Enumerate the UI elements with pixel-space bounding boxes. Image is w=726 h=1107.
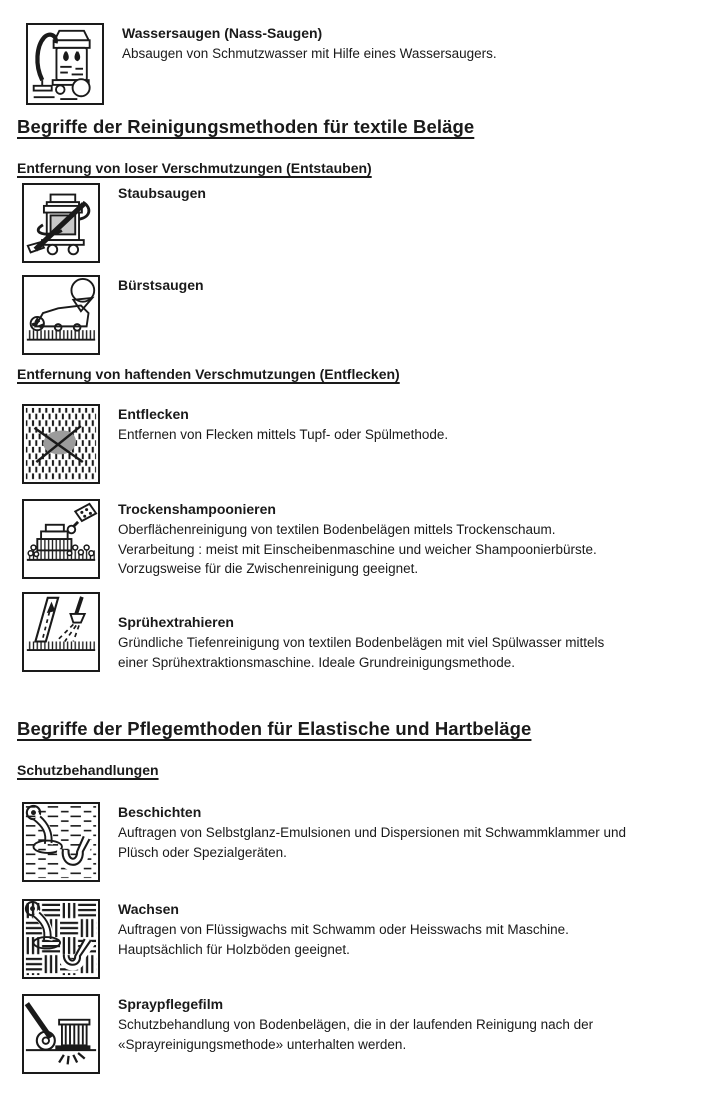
method-title: Entflecken: [118, 406, 189, 422]
subsection-heading-entstauben: Entfernung von loser Verschmutzungen (Entstauben): [17, 160, 372, 176]
method-title: Beschichten: [118, 804, 202, 820]
method-description: Auftragen von Flüssigwachs mit Schwamm oder Heisswachs mit Maschine. Hauptsächlich für Holzböden geeignet.: [118, 922, 569, 957]
subsection-heading-entflecken: Entfernung von haftenden Verschmutzungen (Entflecken): [17, 366, 400, 382]
dust-vacuum-icon: [22, 183, 100, 263]
spray-extraction-icon: [22, 592, 100, 672]
stain-removal-icon: [22, 404, 100, 484]
method-item-staubsaugen: [22, 183, 206, 263]
method-title: Wassersaugen (Nass-Saugen): [122, 25, 323, 41]
subsection-heading-schutzbehandlungen: Schutzbehandlungen: [17, 762, 159, 778]
method-title: Sprühextrahieren: [118, 614, 234, 630]
method-item-spraypflegefilm: [22, 994, 678, 1074]
method-description: Schutzbehandlung von Bodenbelägen, die in der laufenden Reinigung nach der «Sprayreinigungsmethode» unterhalten werden.: [118, 1017, 594, 1052]
method-description: Oberflächenreinigung von textilen Bodenbelägen mittels Trockenschaum. Verarbeitung : meist mit Einscheibenmaschine und weicher Shampoonierbürste. Vorzugsweise für die Zwischenreinigung geeignet.: [118, 522, 597, 576]
dry-shampoo-machine-icon: [22, 499, 100, 579]
method-item-beschichten: [22, 802, 653, 882]
method-item-wachsen: [22, 899, 638, 979]
method-title: Trockenshampoonieren: [118, 501, 276, 517]
coating-icon: [22, 802, 100, 882]
method-item-spruehextrahieren: [22, 592, 638, 672]
method-description: Auftragen von Selbstglanz-Emulsionen und Dispersionen mit Schwammklammer und Plüsch oder Spezialgeräten.: [118, 825, 626, 860]
method-title: Staubsaugen: [118, 185, 206, 201]
method-item-entflecken: [22, 404, 448, 484]
method-item-trockenshampoonieren: [22, 499, 618, 579]
method-title: Wachsen: [118, 901, 179, 917]
brush-vacuum-icon: [22, 275, 100, 355]
section-heading-hard-floors: Begriffe der Pflegemthoden für Elastische und Hartbeläge: [17, 718, 532, 739]
method-description: Entfernen von Flecken mittels Tupf- oder Spülmethode.: [118, 427, 449, 442]
section-heading-textile: Begriffe der Reinigungsmethoden für textile Beläge: [17, 116, 475, 137]
method-item-wassersaugen: [26, 23, 497, 105]
method-title: Bürstsaugen: [118, 277, 204, 293]
method-description: Gründliche Tiefenreinigung von textilen Bodenbelägen mit viel Spülwasser mittels einer Sprühextraktionsmaschine. Ideale Grundreinigungsmethode.: [118, 635, 605, 670]
waxing-icon: [22, 899, 100, 979]
spray-care-film-icon: [22, 994, 100, 1074]
method-title: Spraypflegefilm: [118, 996, 224, 1012]
method-item-buerstsaugen: [22, 275, 204, 355]
method-description: Absaugen von Schmutzwasser mit Hilfe eines Wassersaugers.: [122, 46, 497, 61]
wet-vacuum-icon: [26, 23, 104, 105]
